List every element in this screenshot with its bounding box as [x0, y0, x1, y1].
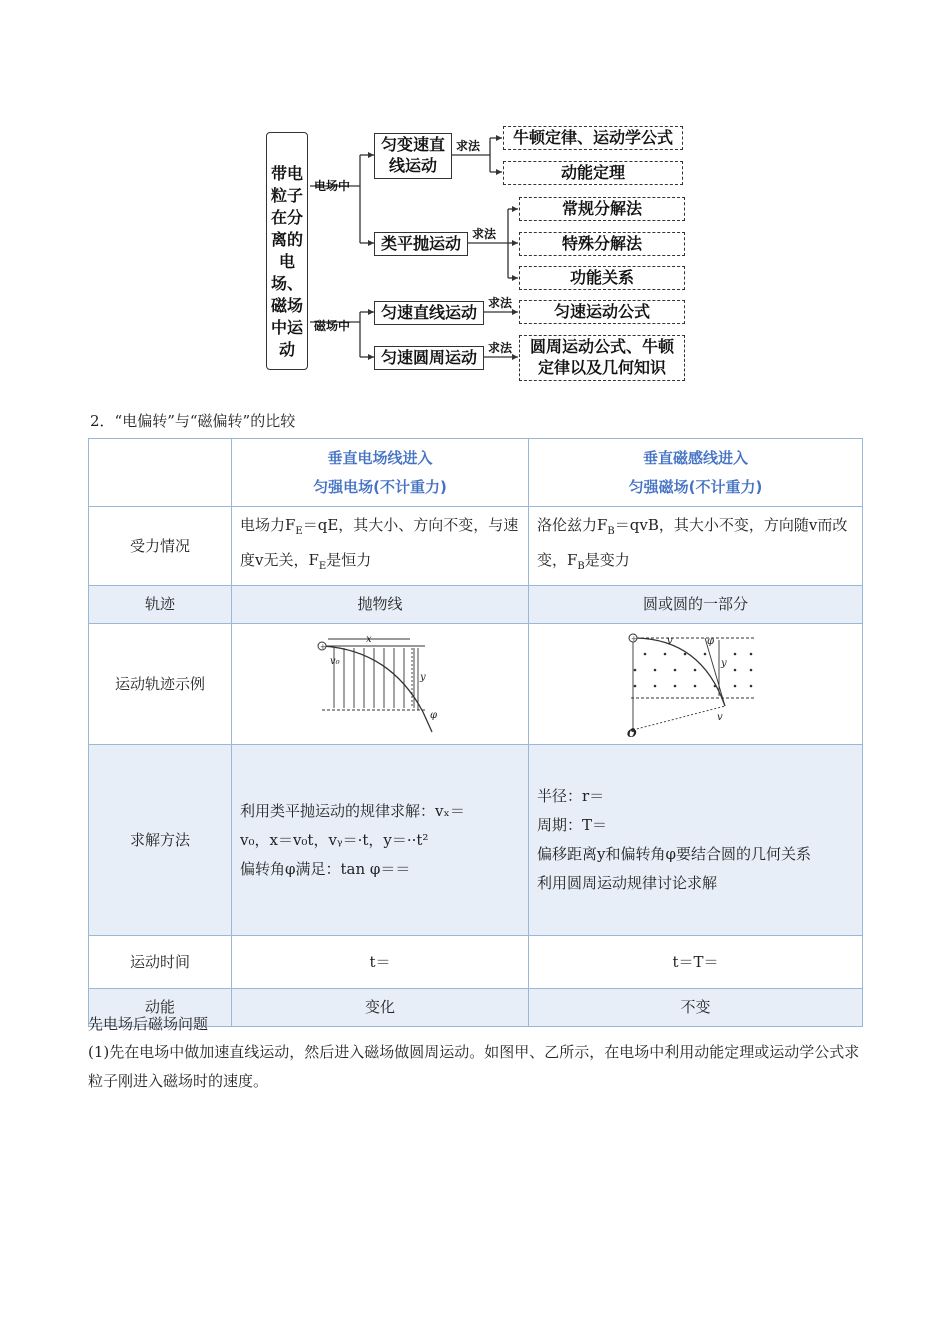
- e2-method-3-text: 功能关系: [569, 268, 634, 287]
- b1-method-1-text: 匀速运动公式: [553, 302, 650, 321]
- label-phi-b: φ: [706, 636, 714, 647]
- concept-map: [0, 0, 950, 400]
- e1-method-1-text: 牛顿定律、运动学公式: [512, 128, 673, 147]
- row-label-track: 轨迹: [89, 586, 232, 624]
- b-motion2-text: 匀速圆周运动: [380, 348, 477, 367]
- method-b-line3: 偏移距离y和偏转角φ要结合圆的几何关系: [537, 845, 811, 863]
- root-text: 带电粒子在分离的电场、磁场中运动: [270, 164, 303, 359]
- method-b-line4: 利用圆周运动规律讨论求解: [537, 874, 718, 892]
- method-e-line1: 利用类平抛运动的规律求解：vₓ＝: [240, 801, 465, 820]
- b-motion1-text: 匀速直线运动: [380, 303, 477, 322]
- label-y: y: [420, 672, 426, 683]
- ke-electric: 变化: [232, 989, 529, 1027]
- header-empty-cell: [89, 439, 232, 507]
- electric-deflection-figure: [310, 634, 450, 734]
- table-row-method: [89, 745, 863, 936]
- paragraph-2: (1)先在电场中做加速直线运动，然后进入磁场做圆周运动。如图甲、乙所示，在电场中利用动能定理或运动学公式求粒子刚进入磁场时的速度。: [88, 1043, 860, 1090]
- example-electric-cell: [232, 624, 529, 745]
- e-motion2-box: [374, 232, 468, 256]
- e2-method-1-text: 常规分解法: [561, 199, 642, 218]
- b-motion2-box: [374, 346, 484, 370]
- label-y-b: y: [720, 658, 727, 669]
- root-box: [266, 132, 308, 370]
- magnetic-deflection-figure: [621, 630, 771, 738]
- e2-method-3: [519, 266, 685, 290]
- header-magnetic: [529, 439, 863, 507]
- row-label-force: 受力情况: [89, 507, 232, 586]
- label-v-end: v: [716, 712, 723, 723]
- track-magnetic: 圆或圆的一部分: [529, 586, 863, 624]
- comparison-table: [88, 438, 863, 1027]
- method-label-3: 求法: [488, 296, 513, 310]
- header-electric: [232, 439, 529, 507]
- label-x: x: [366, 634, 372, 645]
- paragraph-1: 先电场后磁场问题: [88, 1015, 209, 1033]
- branch-electric: 电场中: [314, 179, 351, 193]
- method-magnetic: [529, 745, 863, 936]
- branch-magnetic: 磁场中: [314, 319, 351, 333]
- e1-method-2: [503, 161, 683, 185]
- label-v: v: [666, 636, 673, 647]
- method-label-1: 求法: [456, 139, 481, 153]
- row-label-ke: 动能: [89, 989, 232, 1027]
- force-magnetic: 洛伦兹力$F_B=qvB$，其大小不变，方向随v而改变，$F_B$是变力: [529, 507, 863, 586]
- header-magnetic-line1: 垂直磁感线进入: [642, 448, 748, 467]
- e2-method-2-text: 特殊分解法: [561, 234, 642, 253]
- method-b-line2: 周期：T＝: [537, 816, 608, 834]
- example-magnetic-cell: [529, 624, 863, 745]
- method-b-line1: 半径：r＝: [537, 787, 605, 805]
- b2-method-1-text: 圆周运动公式、牛顿定律以及几何知识: [529, 337, 674, 377]
- track-electric: 抛物线: [232, 586, 529, 624]
- e1-method-1: [503, 126, 683, 150]
- method-label-2: 求法: [472, 227, 497, 241]
- svg-text:+: +: [320, 643, 326, 651]
- ke-magnetic: 不变: [529, 989, 863, 1027]
- label-phi: φ: [430, 710, 438, 721]
- row-label-method: 求解方法: [89, 745, 232, 936]
- method-label-4: 求法: [488, 341, 513, 355]
- e2-method-1: [519, 197, 685, 221]
- header-electric-line1: 垂直电场线进入: [327, 448, 433, 467]
- table-row-force: [89, 507, 863, 586]
- b1-method-1: [519, 300, 685, 324]
- b2-method-1: [519, 335, 685, 381]
- table-row-time: [89, 936, 863, 989]
- method-e-line3: 偏转角φ满足：tan φ＝＝: [240, 859, 411, 878]
- header-magnetic-line2: 匀强磁场(不计重力): [628, 477, 763, 496]
- table-row-track: [89, 586, 863, 624]
- row-label-time: 运动时间: [89, 936, 232, 989]
- table-header-row: [89, 439, 863, 507]
- svg-text:+: +: [630, 635, 637, 643]
- row-label-example: 运动轨迹示例: [89, 624, 232, 745]
- time-magnetic: t＝T＝: [529, 936, 863, 989]
- section-caption: 2．“电偏转”与“磁偏转”的比较: [90, 412, 296, 430]
- e-motion2-text: 类平抛运动: [380, 234, 461, 253]
- force-electric: 电场力$F_E=qE$，其大小、方向不变，与速度v无关，$F_E$是恒力: [232, 507, 529, 586]
- time-electric: t＝: [232, 936, 529, 989]
- b-motion1-box: [374, 301, 484, 325]
- table-row-example: [89, 624, 863, 745]
- method-e-line2: v₀，x＝v₀t，vᵧ＝·t，y＝··t²: [240, 830, 429, 849]
- e2-method-2: [519, 232, 685, 256]
- header-electric-line2: 匀强电场(不计重力): [313, 477, 447, 496]
- concept-map-connectors: [0, 0, 950, 400]
- e-motion1-box: [374, 133, 452, 179]
- e1-method-2-text: 动能定理: [560, 163, 625, 182]
- e-motion1-text: 匀变速直线运动: [381, 135, 446, 175]
- label-O: O: [626, 727, 637, 738]
- method-electric: [232, 745, 529, 936]
- label-v0: v₀: [330, 656, 340, 667]
